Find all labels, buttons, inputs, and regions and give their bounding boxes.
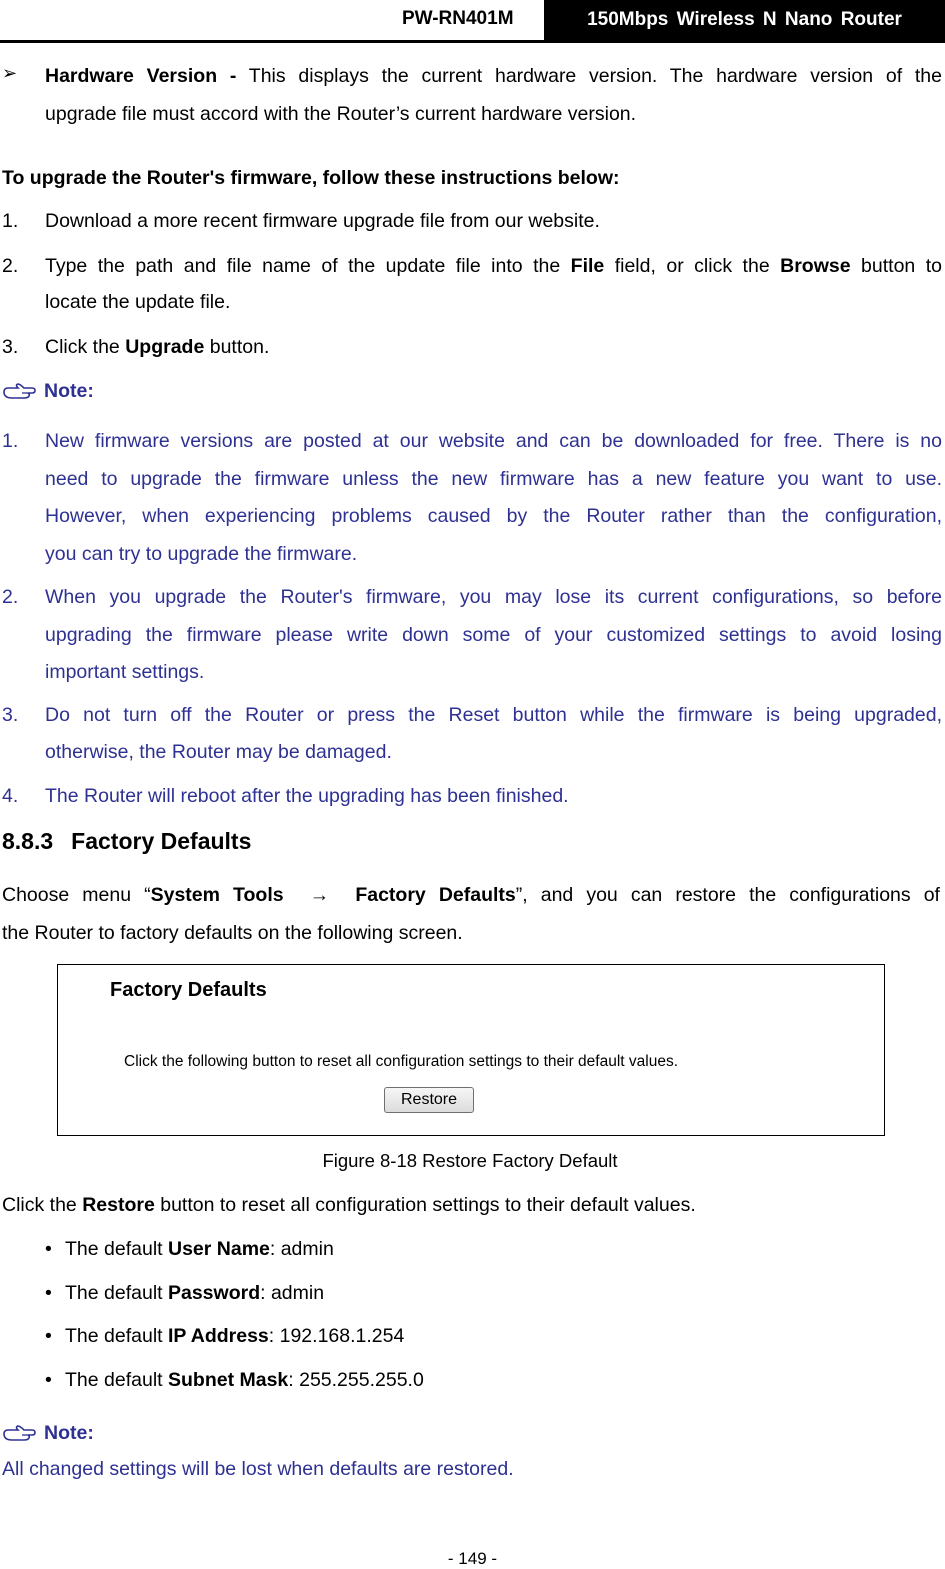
instructions-heading: To upgrade the Router's firmware, follow these instructions below: xyxy=(2,167,620,189)
intro-line2: the Router to factory defaults on the following screen. xyxy=(2,922,463,944)
note-1-line2: need to upgrade the firmware unless the new firmware has a new feature you want to use. xyxy=(45,468,942,490)
note-2-line1: When you upgrade the Router's firmware, you may lose its current configurations, so before xyxy=(45,586,942,608)
hw-version-line2: upgrade file must accord with the Router’s current hardware version. xyxy=(45,103,637,125)
note-text: All changed settings will be lost when defaults are restored. xyxy=(2,1458,514,1480)
note-heading: Note: xyxy=(2,380,94,403)
note-2-line3: important settings. xyxy=(45,661,205,683)
product-title: 150Mbps Wireless N Nano Router xyxy=(544,0,945,40)
note-number: 4. xyxy=(2,785,19,807)
step-number: 1. xyxy=(2,210,19,232)
arrow-bullet-icon: ➢ xyxy=(2,63,18,83)
intro-line1: Choose menu “System Tools → Factory Defaults”, and you can restore the configurations of xyxy=(2,884,940,906)
note-number: 2. xyxy=(2,586,19,608)
note-heading: Note: xyxy=(2,1422,94,1445)
step-number: 2. xyxy=(2,255,19,277)
figure-title: Factory Defaults xyxy=(110,979,267,1001)
note-number: 1. xyxy=(2,430,19,452)
bullet-dot-icon: • xyxy=(45,1238,52,1260)
figure-description: Click the following button to reset all configuration settings to their default values. xyxy=(124,1053,679,1070)
note-4-line1: The Router will reboot after the upgrading has been finished. xyxy=(45,785,569,807)
note-1-line1: New firmware versions are posted at our website and can be downloaded for free. There is no xyxy=(45,430,942,452)
note-2-line2: upgrading the firmware please write down some of your customized settings to avoid losing xyxy=(45,624,942,646)
pointing-hand-icon xyxy=(2,1425,36,1443)
list-item: • The default Subnet Mask: 255.255.255.0 xyxy=(45,1366,424,1394)
step-1: Download a more recent firmware upgrade file from our website. xyxy=(45,210,600,232)
note-3-line2: otherwise, the Router may be damaged. xyxy=(45,741,392,763)
factory-defaults-screenshot xyxy=(57,964,885,1136)
restore-description: Click the Restore button to reset all configuration settings to their default values. xyxy=(2,1194,696,1216)
list-item: • The default IP Address: 192.168.1.254 xyxy=(45,1322,404,1350)
note-1-line4: you can try to upgrade the firmware. xyxy=(45,543,358,565)
list-item: • The default User Name: admin xyxy=(45,1235,334,1263)
step-number: 3. xyxy=(2,336,19,358)
hw-version-line1: Hardware Version - This displays the current hardware version. The hardware version of the xyxy=(45,65,942,87)
step-3: Click the Upgrade button. xyxy=(45,336,270,358)
bullet-dot-icon: • xyxy=(45,1325,52,1347)
bullet-dot-icon: • xyxy=(45,1282,52,1304)
step-2-line1: Type the path and file name of the update file into the File field, or click the Browse button to xyxy=(45,255,943,277)
step-2-line2: locate the update file. xyxy=(45,291,231,313)
pointing-hand-icon xyxy=(2,383,36,401)
model-name: PW-RN401M xyxy=(402,8,514,29)
note-number: 3. xyxy=(2,704,19,726)
note-1-line3: However, when experiencing problems caused by the Router rather than the configuration, xyxy=(45,505,942,527)
list-item: • The default Password: admin xyxy=(45,1279,324,1307)
section-heading: 8.8.3 Factory Defaults xyxy=(2,828,252,854)
bullet-dot-icon: • xyxy=(45,1369,52,1391)
page-header xyxy=(0,0,945,43)
figure-caption: Figure 8-18 Restore Factory Default xyxy=(322,1150,618,1171)
restore-button[interactable]: Restore xyxy=(384,1087,474,1113)
note-3-line1: Do not turn off the Router or press the Reset button while the firmware is being upgraded, xyxy=(45,704,942,726)
page-number: - 149 - xyxy=(447,1549,498,1568)
